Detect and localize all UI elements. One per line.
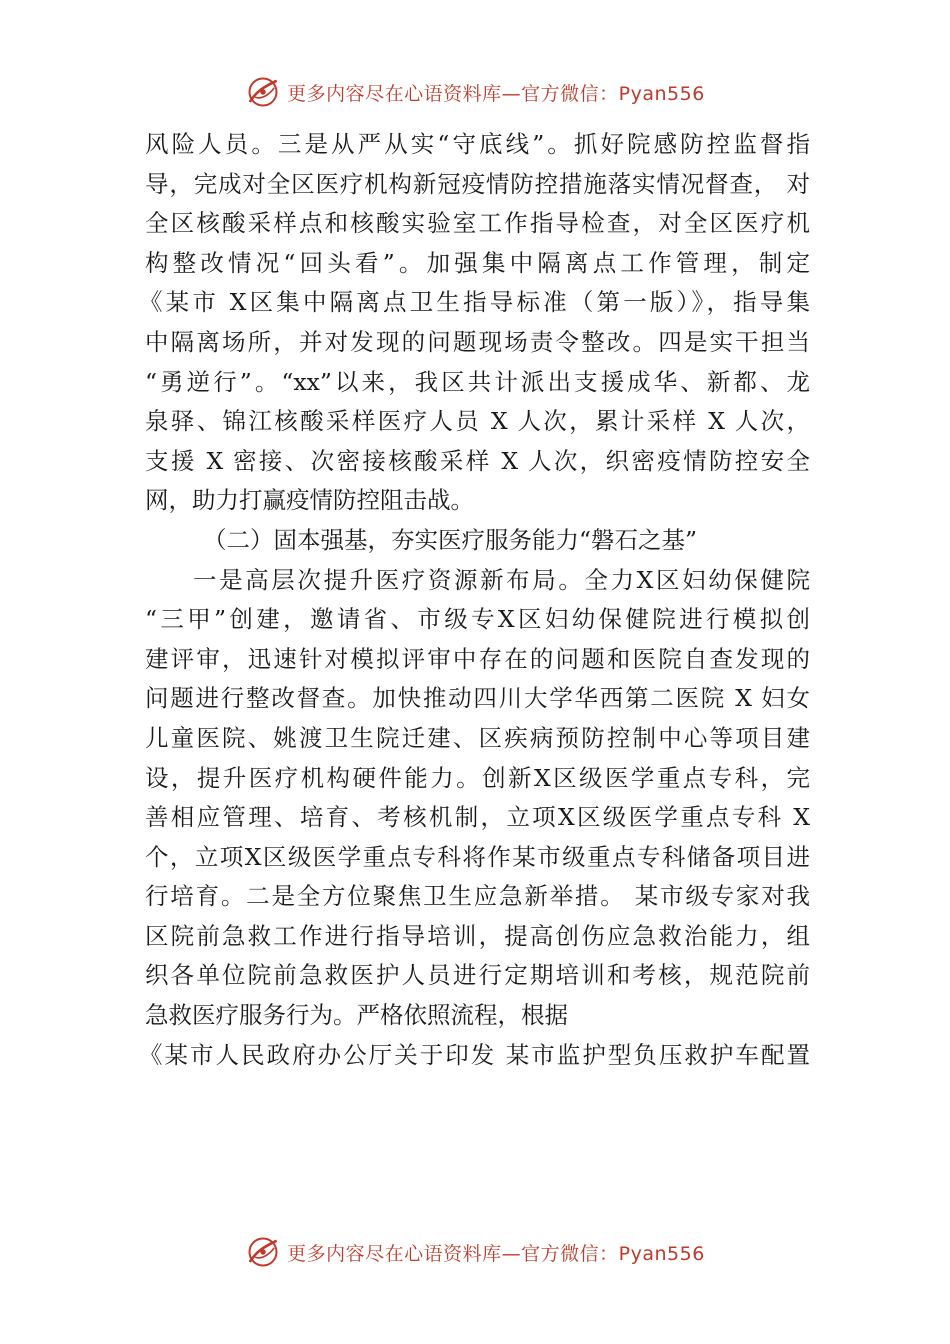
text-line: 儿童医院、姚渡卫生院迁建、区疾病预防控制中心等项目建	[145, 723, 810, 752]
text-line: 网，助力打赢疫情防控阻击战。	[145, 486, 474, 515]
text-line: 个，立项X区级医学重点专科将作某市级重点专科储备项目进	[145, 842, 810, 871]
text-line: 《某市人民政府办公厅关于印发 某市监护型负压救护车配置	[139, 1040, 810, 1069]
document-body	[139, 125, 810, 1075]
watermark-footer	[0, 1232, 950, 1272]
text-line: “勇逆行”。“xx”以来，我区共计派出支援成华、新都、龙	[145, 367, 810, 396]
text-line: 区院前急救工作进行指导培训，提高创伤应急救治能力，组	[145, 921, 810, 950]
text-line: 一是高层次提升医疗资源新布局。全力X区妇幼保健院	[193, 565, 810, 594]
section-heading: （二）固本强基，夯实医疗服务能力“磐石之基”	[203, 525, 698, 554]
text-line: 泉驿、锦江核酸采样医疗人员 X 人次，累计采样 X 人次，	[145, 407, 810, 436]
stylized-logo-icon	[245, 74, 281, 110]
text-line: 设，提升医疗机构硬件能力。创新X区级医学重点专科，完	[145, 763, 810, 792]
text-line: 建评审，迅速针对模拟评审中存在的问题和医院自查发现的	[145, 644, 810, 673]
text-line: 全区核酸采样点和核酸实验室工作指导检查，对全区医疗机	[145, 209, 810, 238]
text-line: 支援 X 密接、次密接核酸采样 X 人次，织密疫情防控安全	[145, 446, 810, 475]
text-line: 《某市 X区集中隔离点卫生指导标准（第一版）》，指导集	[139, 288, 810, 317]
watermark-text: 更多内容尽在心语资料库—官方微信：Pyan556	[287, 1242, 705, 1265]
watermark-header	[0, 72, 950, 112]
text-line: 问题进行整改督查。加快推动四川大学华西第二医院 X 妇女	[145, 684, 810, 713]
text-line: 行培育。二是全方位聚焦卫生应急新举措。 某市级专家对我	[145, 882, 810, 911]
text-line: 风险人员。三是从严从实“守底线”。抓好院感防控监督指	[145, 130, 810, 158]
text-line: 善相应管理、培育、考核机制，立项X区级医学重点专科 X	[145, 803, 810, 832]
stylized-logo-icon	[245, 1234, 281, 1270]
text-line: 急救医疗服务行为。严格依照流程，根据	[145, 1001, 568, 1030]
text-line: 导，完成对全区医疗机构新冠疫情防控措施落实情况督查， 对	[145, 169, 810, 198]
text-line: 织各单位院前急救医护人员进行定期培训和考核，规范院前	[145, 961, 810, 990]
text-line: 构整改情况“回头看”。加强集中隔离点工作管理，制定	[145, 248, 810, 277]
text-line: 中隔离场所，并对发现的问题现场责令整改。四是实干担当	[145, 327, 810, 356]
watermark-text: 更多内容尽在心语资料库—官方微信：Pyan556	[287, 82, 705, 105]
text-line: “三甲”创建，邀请省、市级专X区妇幼保健院进行模拟创	[145, 605, 810, 634]
